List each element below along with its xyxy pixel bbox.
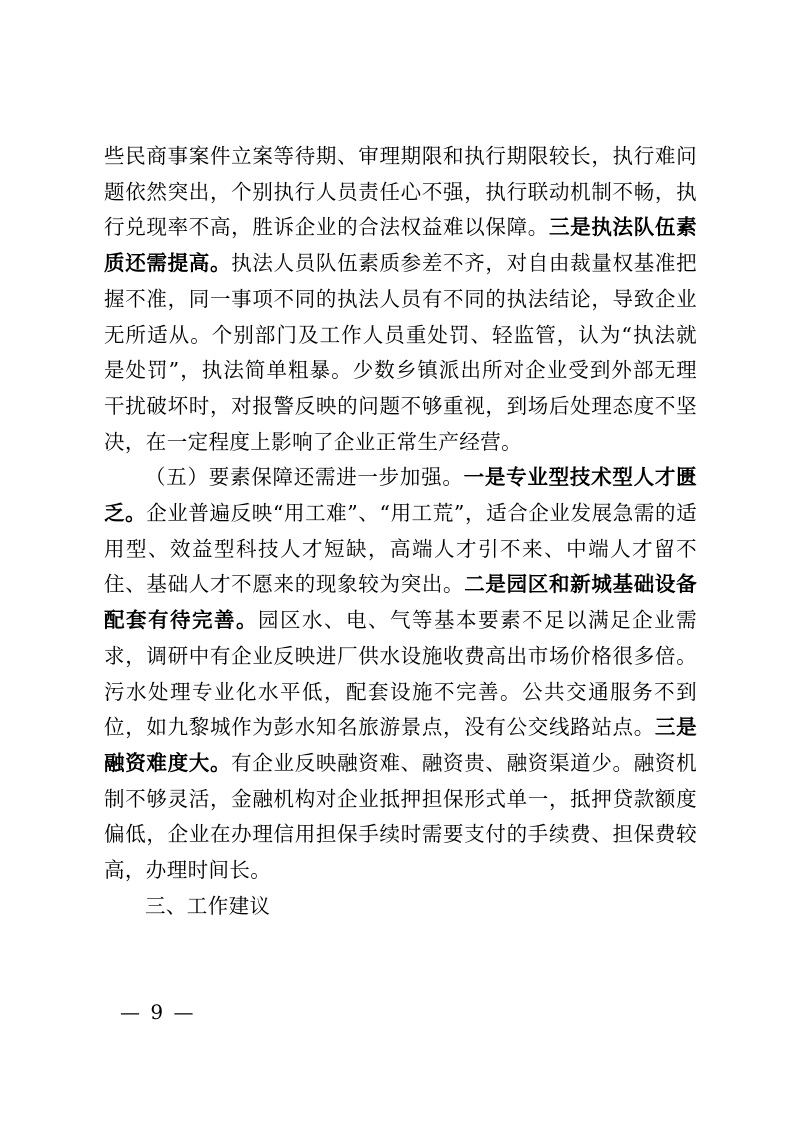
bold-point-heading: 二是园区和新城基础设备配套有待完善。 bbox=[104, 572, 697, 633]
bold-point-heading: 三是执法队伍素质还需提高。 bbox=[104, 215, 697, 276]
paragraph-factor-guarantee bbox=[104, 460, 697, 888]
paragraph-text: 园区水、电、气等基本要素不足以满足企业需求，调研中有企业反映进厂供水设施收费高出市场价格很多倍。污水处理专业化水平低，配套设施不完善。公共交通服务不到位，如九黎城作为彭水知名旅游景点，没有公交线路站点。 bbox=[104, 608, 697, 740]
page-number: — 9 — bbox=[120, 1000, 196, 1024]
paragraph-text: 企业普遍反映“用工难”、“用工荒”，适合企业发展急需的适用型、效益型科技人才短缺，高端人才引不来、中端人才留不住、基础人才不愿来的现象较为突出。 bbox=[104, 501, 697, 597]
section-heading: 三、工作建议 bbox=[145, 893, 271, 918]
bold-point-heading: 三是融资难度大。 bbox=[104, 715, 697, 775]
section-subheading: （五）要素保障还需进一步加强。 bbox=[145, 465, 464, 490]
paragraph-text: 些民商事案件立案等待期、审理期限和执行期限较长，执行难问题依然突出，个别执行人员责任心不强，执行联动机制不畅，执行兑现率不高，胜诉企业的合法权益难以保障。 bbox=[104, 144, 697, 240]
paragraph-text: 执法人员队伍素质参差不齐，对自由裁量权基准把握不准，同一事项不同的执法人员有不同的执法结论，导致企业无所适从。个别部门及工作人员重处罚、轻监管，认为“执法就是处罚”，执法简单粗暴。少数乡镇派出所对企业受到外部无理干扰破坏时，对报警反映的问题不够重视，到场后处理态度不坚决，在一定程度上影响了企业正常生产经营。 bbox=[104, 251, 697, 454]
paragraph-continuation bbox=[104, 139, 697, 460]
bold-point-heading: 一是专业型技术型人才匮乏。 bbox=[104, 465, 697, 526]
body-text bbox=[104, 139, 697, 924]
paragraph-text: 有企业反映融资难、融资贵、融资渠道少。融资机制不够灵活，金融机构对企业抵押担保形式单一，抵押贷款额度偏低，企业在办理信用担保手续时需要支付的手续费、担保费较高，办理时间长。 bbox=[104, 750, 697, 883]
